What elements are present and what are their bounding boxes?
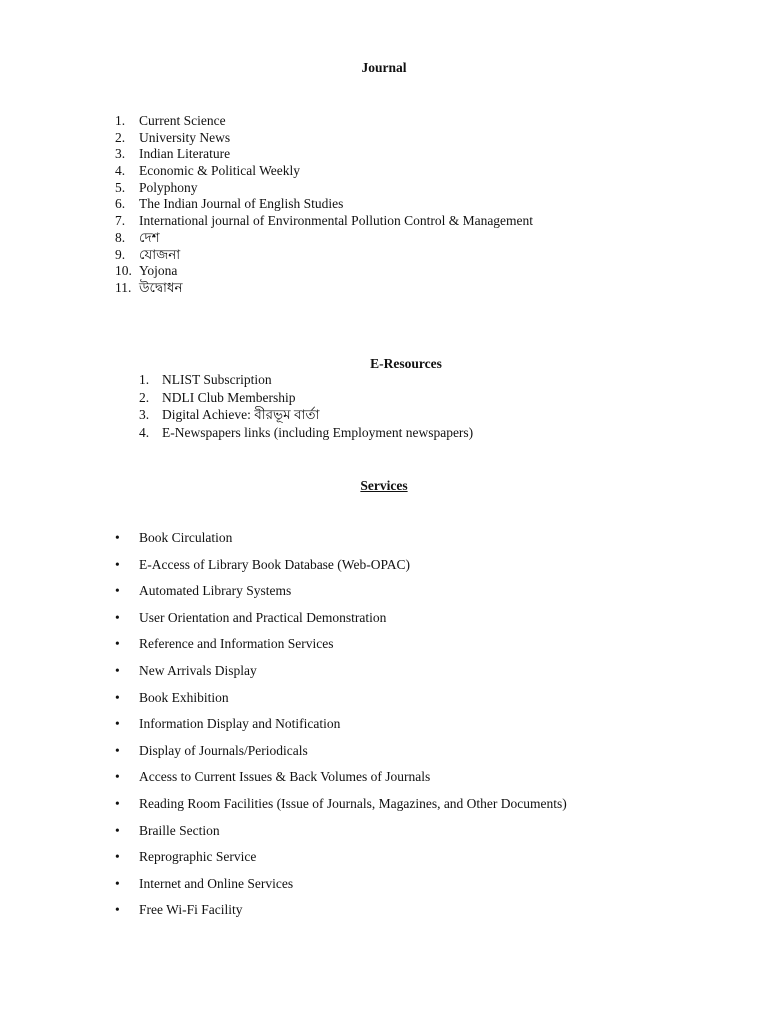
eresources-heading: E-Resources [370, 356, 442, 371]
list-item-text: Reference and Information Services [139, 636, 334, 652]
list-number: 4. [115, 163, 126, 179]
list-item-text: Reprographic Service [139, 849, 257, 865]
list-item-text: Indian Literature [139, 146, 231, 162]
journal-list-item [115, 280, 533, 297]
eresource-list-item [139, 406, 473, 424]
list-item-text: Yojona [139, 263, 178, 279]
list-item-text: Reading Room Facilities (Issue of Journals, Magazines, and Other Documents) [139, 795, 567, 811]
list-item-text: E-Access of Library Book Database (Web-OPAC) [139, 556, 410, 572]
list-number: 9. [115, 246, 126, 262]
bullet-icon: • [115, 769, 120, 785]
list-item-text: NDLI Club Membership [162, 389, 296, 405]
list-item-text: Access to Current Issues & Back Volumes of Journals [139, 769, 431, 785]
eresources-list [139, 371, 473, 441]
list-item-text: E-Newspapers links (including Employment newspapers) [162, 424, 474, 440]
list-number: 5. [115, 179, 126, 195]
eresource-list-item [139, 389, 473, 407]
journal-list-item [115, 263, 533, 280]
service-list-item [115, 742, 567, 769]
service-list-item [115, 822, 567, 849]
list-number: 3. [139, 407, 150, 423]
journal-list-item [115, 230, 533, 247]
journal-list-item [115, 163, 533, 180]
list-item-text: Economic & Political Weekly [139, 163, 301, 179]
list-number: 3. [115, 146, 126, 162]
journal-list [115, 113, 533, 297]
list-number: 6. [115, 196, 126, 212]
services-heading: Services [360, 478, 408, 493]
list-item-text: New Arrivals Display [139, 662, 257, 678]
bullet-icon: • [115, 636, 120, 652]
list-item-text: International journal of Environmental Pollution Control & Management [139, 213, 534, 229]
bullet-icon: • [115, 716, 120, 732]
list-item-text: Information Display and Notification [139, 716, 341, 732]
service-list-item [115, 529, 567, 556]
bullet-icon: • [115, 875, 120, 891]
service-list-item [115, 715, 567, 742]
service-list-item [115, 635, 567, 662]
bullet-icon: • [115, 583, 120, 599]
journal-list-item [115, 113, 533, 130]
service-list-item [115, 689, 567, 716]
list-number: 2. [139, 389, 150, 405]
service-list-item [115, 901, 567, 928]
list-item-text: Book Circulation [139, 530, 233, 545]
service-list-item [115, 875, 567, 902]
bullet-icon: • [115, 662, 120, 678]
journal-list-item [115, 247, 533, 264]
list-item-text: NLIST Subscription [162, 372, 272, 387]
bullet-icon: • [115, 795, 120, 811]
bullet-icon: • [115, 902, 120, 918]
list-number: 2. [115, 129, 126, 145]
services-list [115, 529, 567, 928]
list-item-text: User Orientation and Practical Demonstration [139, 609, 387, 625]
bullet-icon: • [115, 609, 120, 625]
service-list-item [115, 768, 567, 795]
bullet-icon: • [115, 742, 120, 758]
list-item-text: Braille Section [139, 822, 220, 838]
journal-list-item [115, 130, 533, 147]
list-item-text: উদ্বোধন [139, 279, 183, 295]
journal-list-item [115, 146, 533, 163]
list-item-text: Free Wi-Fi Facility [139, 902, 243, 918]
list-number: 1. [115, 113, 126, 128]
bullet-icon: • [115, 556, 120, 572]
service-list-item [115, 582, 567, 609]
eresource-list-item [139, 371, 473, 389]
list-number: 7. [115, 213, 126, 229]
list-item-text: Current Science [139, 113, 226, 128]
journal-list-item [115, 180, 533, 197]
list-item-text: যোজনা [139, 246, 181, 262]
list-number: 1. [139, 372, 150, 387]
service-list-item [115, 848, 567, 875]
service-list-item [115, 795, 567, 822]
bullet-icon: • [115, 822, 120, 838]
list-item-text: The Indian Journal of English Studies [139, 196, 344, 212]
list-number: 4. [139, 424, 150, 440]
bullet-icon: • [115, 849, 120, 865]
service-list-item [115, 662, 567, 689]
service-list-item [115, 556, 567, 583]
list-item-text: Digital Achieve: বীরভূম বার্তা [162, 407, 320, 423]
service-list-item [115, 609, 567, 636]
eresource-list-item [139, 424, 473, 442]
journal-list-item [115, 196, 533, 213]
list-item-text: Internet and Online Services [139, 875, 294, 891]
list-item-text: Automated Library Systems [139, 583, 292, 599]
list-number: 8. [115, 229, 126, 245]
journal-heading: Journal [361, 60, 407, 75]
bullet-icon: • [115, 530, 120, 545]
journal-list-item [115, 213, 533, 230]
list-number: 11. [115, 279, 132, 295]
list-item-text: University News [139, 129, 231, 145]
list-number: 10. [115, 263, 132, 279]
list-item-text: Display of Journals/Periodicals [139, 742, 308, 758]
list-item-text: Book Exhibition [139, 689, 229, 705]
bullet-icon: • [115, 689, 120, 705]
list-item-text: দেশ [139, 229, 160, 245]
list-item-text: Polyphony [139, 179, 198, 195]
